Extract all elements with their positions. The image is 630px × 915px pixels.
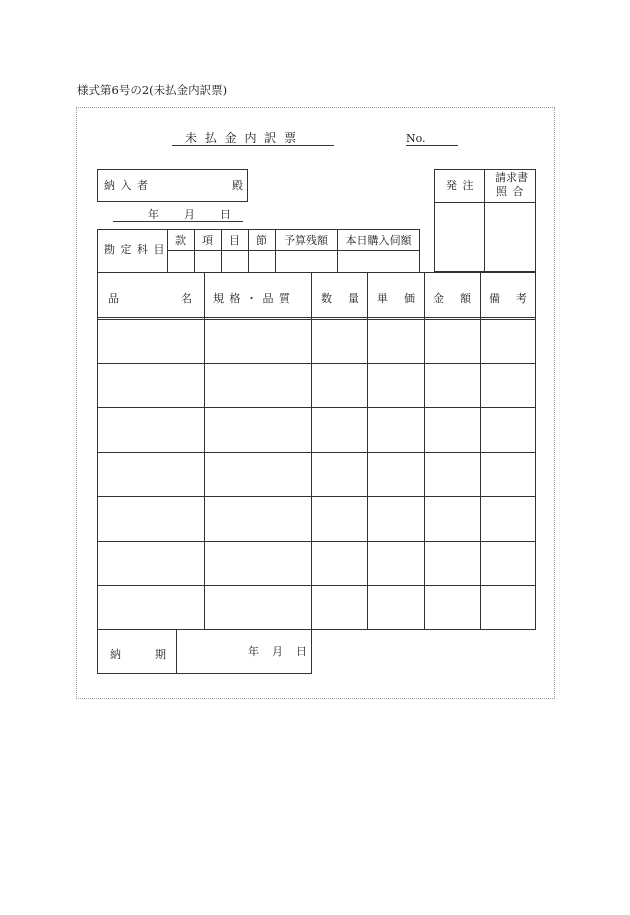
- invoice-check-label-1: 請求書: [495, 171, 528, 184]
- invoice-check-label-2: 照 合: [496, 185, 525, 198]
- header-char: 金: [433, 292, 444, 305]
- table-row[interactable]: [97, 452, 536, 453]
- items-header-amount: [433, 290, 471, 306]
- delivery-divider: [176, 629, 177, 674]
- items-table: [97, 272, 536, 630]
- header-char: 品: [108, 292, 119, 305]
- items-header-unit-price: [377, 290, 415, 306]
- number-label: No.: [406, 132, 426, 145]
- header-char: 価: [404, 292, 415, 305]
- items-header-quantity: [321, 290, 359, 306]
- table-row[interactable]: [97, 407, 536, 408]
- items-header-remarks: [489, 290, 527, 306]
- date-underline[interactable]: [113, 221, 243, 222]
- account-col-purchase-request: 本日購入伺額: [345, 233, 412, 247]
- items-header-line: [97, 319, 536, 320]
- table-row[interactable]: [97, 541, 536, 542]
- title-underline: [172, 145, 334, 146]
- account-col-kan: 款: [175, 233, 186, 247]
- account-row-divider: [167, 250, 420, 251]
- header-char: 考: [516, 292, 527, 305]
- items-header-spec: 規 格 ・ 品 質: [213, 292, 291, 305]
- payee-honorific: 殿: [232, 179, 243, 192]
- delivery-label-char: 納: [110, 648, 121, 661]
- delivery-label-char: 期: [155, 648, 166, 661]
- delivery-day[interactable]: 日: [296, 645, 307, 658]
- number-field-line[interactable]: [406, 145, 458, 146]
- form-title: 未 払 金 内 訳 票: [185, 131, 299, 145]
- approval-divider-v: [484, 169, 485, 272]
- items-col-line: [424, 272, 425, 630]
- form-number: 様式第6号の2(未払金内訳票): [77, 83, 228, 97]
- account-col-moku: 目: [229, 233, 240, 247]
- header-char: 単: [377, 292, 388, 305]
- items-header-item-name: [108, 290, 192, 306]
- payee-label: 納 入 者: [104, 179, 149, 192]
- delivery-year[interactable]: 年: [248, 645, 259, 658]
- date-year: 年: [148, 208, 159, 221]
- header-char: 名: [181, 292, 192, 305]
- date-month: 月: [184, 208, 195, 221]
- header-char: 数: [321, 292, 332, 305]
- table-row[interactable]: [97, 496, 536, 497]
- items-col-line: [204, 272, 205, 630]
- header-char: 額: [460, 292, 471, 305]
- date-day: 日: [220, 208, 231, 221]
- items-col-line: [480, 272, 481, 630]
- header-char: 備: [489, 292, 500, 305]
- items-col-line: [311, 272, 312, 630]
- approval-divider-h: [434, 202, 536, 203]
- table-row[interactable]: [97, 585, 536, 586]
- items-header-line: [97, 317, 536, 318]
- account-label: 勘 定 科 目: [104, 243, 166, 256]
- table-row[interactable]: [97, 363, 536, 364]
- header-char: 量: [348, 292, 359, 305]
- account-col-budget-remaining: 予算残額: [284, 233, 328, 247]
- account-col-setsu: 節: [256, 233, 267, 247]
- account-col-kou: 項: [202, 233, 213, 247]
- delivery-label: [110, 646, 166, 662]
- delivery-month[interactable]: 月: [272, 645, 283, 658]
- items-col-line: [367, 272, 368, 630]
- order-label: 発 注: [446, 179, 475, 192]
